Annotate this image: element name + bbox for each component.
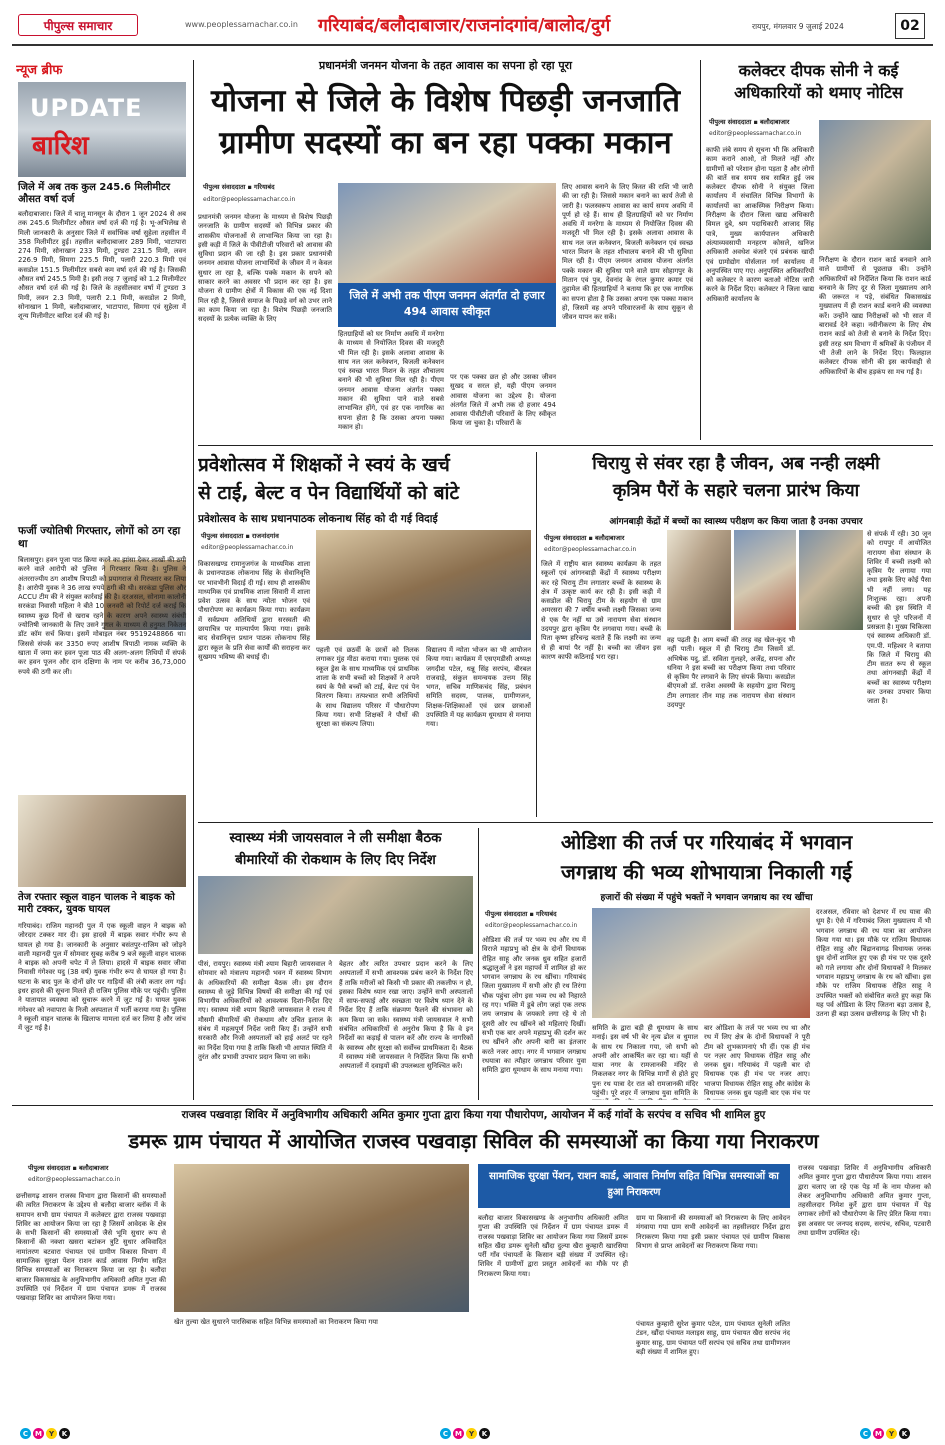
story-collector-notice xyxy=(706,60,931,440)
brief-body-2: बिलासपुर। हवन पूजा पाठ क्रिया करने का झांसा देकर लाखों की ठगी करने वाले आरोपी को पुलिस ने गिरफ्तार किया है। पुलिस ने अंतरराज्यीय ठग आशीष त्रिपाठी को प्रयागराज से गिरफ्तार कर लिया है। आरोपी युवक ने 36 लाख रुपये ठगी की थी। सरकंडा पुलिस और ACCU टीम की ने संयुक्त कार्रवाई की है। दरअसल, सोनामा कालोनी सरकंडा निवासी महिला ने बीते 10 जनवरी को रिपोर्ट दर्ज कराई कि स्वास्थ्य कुछ दिनों से खराब रहने के कारण अपने स्वास्थ्य संबंधी ज्योतिषी जानकारी के लिए उसने गुगल के माध्यम से हनुमत निकेतन डॉट कॉम सर्च किया। इसमें मोबाइल नंबर 9519248866 था। जिससे संपर्क कर 3350 रुपए आशीष त्रिपाठी नामक व्यक्ति के खाता में जमा कर हवन पूजा पाठ की अलग-अलग तिथियों में संपर्क कर हवन पूजन और दान दक्षिणा के नाम पर करीब 36,73,000 रुपये की ठगी कर ली। xyxy=(18,556,187,676)
story1-email[interactable]: editor@peoplessamachar.co.in xyxy=(203,196,296,203)
story4-photo-1 xyxy=(667,530,731,630)
story5-col2: बेहतर और त्वरित उपचार प्रदान करने के लिए अस्पतालों में सभी आवश्यक प्रबंध करने के निर्देश दिए हैं ताकि मरीजों को किसी भी प्रकार की तकलीफ न हो, इसका विशेष ध्यान रखा जाए। उन्होंने सभी अस्पतालों में साफ-सफाई और स्वच्छता पर विशेष ध्यान देने के निर्देश दिए हैं ताकि संक्रमण फैलने की संभावना को कम किया जा सके। स्वास्थ्य मंत्री जायसवाल ने सभी संबंधित अधिकारियों से अनुरोध किया है कि वे इन निर्देशों का कड़ाई से पालन करें और राज्य के नागरिकों के स्वास्थ्य और सुरक्षा को सर्वोच्च प्राथमिकता दें। बैठक में स्वास्थ्य मंत्री जायसवाल ने निर्देशित किया कि सभी अस्पतालों में दवाइयों की उपलब्धता सुनिश्चित करें। xyxy=(339,960,473,1071)
story4-email[interactable]: editor@peoplessamachar.co.in xyxy=(544,546,637,553)
story3-headline-line2: से टाई, बेल्ट व पेन विद्यार्थियों को बांटे xyxy=(198,482,460,504)
story3-subhead: प्रवेशोत्सव के साथ प्रधानपाठक लोकनाथ सिंह को दी गई विदाई xyxy=(198,513,438,525)
story-revenue-camp xyxy=(16,1108,931,1423)
news-brief-label: न्यूज ब्रीफ xyxy=(16,63,63,78)
story2-byline: पीपुल्स संवाददाता ▪ बलौदाबाजार xyxy=(709,118,790,126)
story5-col1: पीसं, रायपुर। स्वास्थ्य मंत्री श्याम बिहारी जायसवाल ने सोमवार को मंत्रालय महानदी भवन में स्वास्थ्य विभाग के अधिकारियों की समीक्षा बैठक ली। इस दौरान स्वास्थ्य से जुड़े विभिन्न विषयों की समीक्षा की गई एवं विभागीय अधिकारियों को आवश्यक दिशा-निर्देश दिए गए। स्वास्थ्य मंत्री श्याम बिहारी जायसवाल ने राज्य में मौसमी बीमारियों की रोकथाम और उचित इलाज के संबंध में महत्वपूर्ण निर्देश जारी किए हैं। उन्होंने सभी सरकारी और निजी अस्पतालों को हाई अलर्ट पर रहने का निर्देश दिया गया है ताकि किसी भी आपात स्थिति में तुरंत और प्रभावी उपचार प्रदान किया जा सके। xyxy=(198,960,332,1061)
story1-headline-line1: योजना से जिले के विशेष पिछड़ी जनजाति xyxy=(211,83,680,119)
page-number: 02 xyxy=(895,13,925,39)
news-brief-column xyxy=(16,60,188,1100)
story3-col3: विद्यालय में न्योता भोजन का भी आयोजन किया गया। कार्यक्रम में एसएमडीसी अध्यक्ष जगदीश पटेल, धन्नू सिंह सरपंच, बीरबल राजवाड़े, संकुल समन्वयक उत्तम सिंह भगत, सचिव माणिकचंद सिंह, प्रबंधन समिति सदस्य, पालक, ग्रामीणजन, शिक्षक-शिक्षिकाओं एवं छात्र छात्राओं उपस्थिति में यह कार्यक्रम धूमधाम से मनाया गया। xyxy=(426,646,531,729)
issue-date: रायपुर, मंगलवार 9 जुलाई 2024 xyxy=(752,22,844,31)
story3-byline: पीपुल्स संवाददाता ▪ राजनांदगांव xyxy=(201,532,279,540)
story1-headline-line2: ग्रामीण सदस्यों का बन रहा पक्का मकान xyxy=(219,125,672,161)
story6-headline-line1: ओडिशा की तर्ज पर गरियाबंद में भगवान xyxy=(560,830,853,854)
story4-subhead: आंगनबाड़ी केंद्रों में बच्चों का स्वास्थ्य परीक्षण कर किया जाता है उनका उपचार xyxy=(609,517,863,527)
brief-headline-2: फर्जी ज्योतिषी गिरफ्तार, लोगों को ठग रहा था xyxy=(18,525,181,550)
story3-email[interactable]: editor@peoplessamachar.co.in xyxy=(201,544,294,551)
story3-headline-line1: प्रवेशोत्सव में शिक्षकों ने स्वयं के खर्च xyxy=(198,454,450,476)
story4-headline-line1: चिरायु से संवर रहा है जीवन, अब नन्ही लक्ष्मी xyxy=(592,454,880,474)
brief-body-1: बलौदाबाजार। जिले में चालू मानसून के दौरान 1 जून 2024 से अब तक 245.6 मिलीमीटर औसत वर्षा दर्ज की गई है। भू-अभिलेख से मिली जानकारी के अनुसार जिले में सर्वाधिक वर्षा सुहेला तहसील में 358 मिलीमीटर हुई। तहसील बलौदाबाजार 289 मिमी, भाटापारा 274 मिमी, सोनाखान 233 मिमी, टुण्डरा 231.5 मिमी, लवन 226.9 मिमी, सिमगा 225.5 मिमी, पलारी 220.3 मिमी एवं कसडोल 151.5 मिलीमीटर सबसे कम वर्षा दर्ज की गई है। जिसकी औसत वर्षा 245.5 मिमी है। इसी तरह 7 जुलाई को 1.2 मिलीमीटर औसत वर्षा दर्ज की गई है। जिले के तहसीलवार वर्षा में टुण्डरा 3 मिमी, लवन 2.3 मिमी, पलारी 2.1 मिमी, कसडोल 2 मिमी, सोनाखान 1 मिमी, बलौदाबाजार, भाटापारा, सिमगा एवं सुहेला में शून्य मिलीमीटर बारिश दर्ज की गई है। xyxy=(18,210,186,321)
story5-meeting-photo xyxy=(198,876,473,954)
story1-caption-body: हितग्राहियों को घर निर्माण अवधि में मनरेगा के माध्यम से नियोजित दिवस की मजदूरी भी मिल रही है। इसके अलावा आवास के साथ नल जल कनेक्शन, बिजली कनेक्शन एवं स्वच्छ भारत मिशन के तहत शौचालय बनाने की भी सुविधा मिल रही है। पीएम जनमन आवास योजना अंतर्गत पक्का मकान की सुविधा पाने वाले सबसे लाभान्वित होंगे, एवं हर एक नागरिक का सपना होता है कि उसका अपना पक्का मकान हो। xyxy=(338,330,444,431)
story3-students-photo xyxy=(316,530,531,640)
story7-camp-photo xyxy=(174,1164,469,1312)
story7-col3: ग्राम या किसानों की समस्याओं को निराकरण के लिए आवेदन मंगवाया गया ग्राम सभी आवेदनों का तहसीलदार निर्देश द्वारा निराकरण किया गया इसी प्रकार पंचायत एवं ग्रामीण विकास विभाग से प्राप्त आवेदनों का निराकरण किया गया। xyxy=(636,1214,790,1250)
story6-col2: समिति के द्वारा बड़ी ही धूमधाम के साथ मनाई। इस वर्ष भी बेर नृत्य ढोल व धुमाल के साथ रथ निकाला गया, जो सभी को अपनी ओर आकर्षित कर रहा था। यहीं से यात्रा नगर के रामजानकी मंदिर से निकलकर नगर के विभिन्न मार्गों से होते हुए पुनः रथ यात्रा देर रात को रामजानकी मंदिर पहुंची। पूरे शहर में जगन्नाथ युवा समिति के xyxy=(592,1024,698,1098)
story6-byline: पीपुल्स संवाददाता ▪ गरियाबंद xyxy=(485,910,557,918)
story7-box-title: सामाजिक सुरक्षा पेंशन, राशन कार्ड, आवास निर्माण सहित विभिन्न समस्याओं का हुआ निराकरण xyxy=(478,1164,790,1208)
story6-col4: दरअसल, रविवार को देशभर में रथ यात्रा की धूम है। ऐसे में गरियाबंद जिला मुख्यालय में भी भगवान जगन्नाथ की रथ यात्रा का आयोजन किया गया था। इस मौके पर राजिम विधायक रोहित साहू और बिंद्रानवागढ़ विधायक जनक ध्रुव दोनों शामिल हुए एक ही मंच पर एक दूसरे को गले लगाया और दोनों विधायकों ने मिलकर भगवान महाप्रभु जगन्नाथ के रथ को खींचा। इस मौके पर राजिम विधायक रोहित साहू ने उपस्थित भक्तों को संबोधित करते हुए कहा कि यह पर्व ओडिशा के लिए जितना बड़ा उत्सव है, उतना ही बड़ा उत्सव छत्तीसगढ़ के लिए भी है। xyxy=(816,908,931,1019)
story6-yatra-photo xyxy=(592,908,810,1018)
story4-col3: से संपर्क में रही। 30 जून को रायपुर में आयोजित नारायण सेवा संस्थान के शिविर में बच्ची लक्ष्मी को कृत्रिम पैर लगाया गया तथा इसके लिए कोई पैसा भी नहीं लगा। यह निःशुल्क रहा। अपनी बच्ची की इस स्थिति में सुधार से पूरे परिजनों में प्रसन्नता है। मुख्य चिकित्सा एवं स्वास्थ्य अधिकारी डॉ. एम.पी. महिश्वर ने बताया कि जिले में चिरायु की टीम सतत रूप से स्कूल तथा आंगनबाड़ी केंद्रों में बच्चों का स्वास्थ्य परीक्षण कर उनका उपचार किया जाता है। xyxy=(867,530,931,706)
story6-email[interactable]: editor@peoplessamachar.co.in xyxy=(485,922,578,929)
story2-col1: काफी लंबे समय से सूचना भी कि अधिकारी काम कराने आओ, तो मिलते नहीं और ग्रामीणों को परेशान होना पड़ता है और लोगों की बातें सब समय सब साबित हुई जब कलेक्टर दीपक सोनी ने संयुक्त जिला कार्यालय में संचालित विभिन्न विभागों के कार्यालयों का आकस्मिक निरीक्षण किया। निरीक्षण के दौरान जिला खाद्य अधिकारी विमल दुबे, श्रम पदाधिकारी आजाद सिंह पात्रे, मुख्य कार्यपालन अधिकारी अंत्याव्यवसायी मनहरण कोसले, खनिज अधिकारी अवधेश बंजारे एवं प्रबंधक खादी एवं ग्रामोद्योग योर्सलाल गर्ग कार्यालय में अनुपस्थित पाए गए। अनुपस्थित अधिकारियों को कलेक्टर ने कारण बताओ नोटिस जारी करने के निर्देश दिए। कलेक्टर ने जिला खाद्य अधिकारी कार्यालय के xyxy=(706,146,814,303)
story-praveshotsav xyxy=(198,452,531,817)
story1-col-mid: पर एक पक्का छत हो और उसका जीवन सुखद व सरल हो, यही पीएम जनमन आवास योजना का उद्देश्य है। योजना अंतर्गत जिले में अभी तक दो हजार 494 आवास पीवीटीजी परिवारों के लिए स्वीकृत किया जा चुका है। परिवारों के xyxy=(450,373,556,428)
story7-col4: पंचायत कुम्हारी सुरेश कुमार पटेल, ग्राम पंचायत सुनेली ललित टंडन, खौंदा पंचायत मलाइस साहू, ग्राम पंचायत खैरा सरपंच नंद कुमार साहू, ग्राम पंचायत पर्री सरपंच एवं सचिव तथा ग्रामीणजन बड़ी संख्या में शामिल हुए। xyxy=(636,1320,790,1356)
accident-photo xyxy=(18,795,186,887)
masthead xyxy=(0,0,945,46)
story5-headline-line1: स्वास्थ्य मंत्री जायसवाल ने ली समीक्षा बैठक xyxy=(229,830,442,846)
story7-col1: छत्तीसगढ़ शासन राजस्व विभाग द्वारा किसानों की समस्याओं की त्वरित निराकरण के उद्देश्य से बलौदा बाजार ब्लॉक में के समापन सभी ग्राम पंचायत में कलेक्टर द्वारा राजस्व पखवाड़ा शिविर का आयोजन किया जा रहा है जिसमें आवेदक के क्षेत्र के सभी किसानों की समस्याओं जैसे भूमि सुधार रूप से किसानों की नक्शा खसरा बटांकन त्रुटि सुधार अविवादित नामांतरण बटवारा पंचायत एवं ग्रामीण विकास विभाग में सामाजिक सुरक्षा पेंशन राशन कार्ड आवास निर्माण सहित विभिन्न समस्याओं का निराकरण किया जा रहा है। बलौदा बाजार विकासखंड के अनुविभागीय अधिकारी अमित गुप्ता की उपस्थिति एवं निर्देशन में ग्राम पंचायत डमरू में राजस्व पखवाड़ा शिविर का आयोजन किया गया। xyxy=(16,1192,166,1303)
brief-headline-1: जिले में अब तक कुल 245.6 मिलीमीटर औसत वर्षा दर्ज xyxy=(18,182,171,205)
story-chirayu xyxy=(541,452,931,817)
update-title: UPDATE xyxy=(30,94,143,122)
story-health-minister xyxy=(198,828,473,1100)
story6-headline-line2: जगन्नाथ की भव्य शोभायात्रा निकाली गई xyxy=(561,860,852,884)
story7-email[interactable]: editor@peoplessamachar.co.in xyxy=(28,1176,121,1183)
story2-headline: कलेक्टर दीपक सोनी ने कई अधिकारियों को थमाए नोटिस xyxy=(734,61,903,102)
story3-col1: विकासखण्ड रामानुजगंज के माध्यमिक शाला के प्रधानपाठक लोकनाथ सिंह के सेवानिवृत्ति पर भावभीनी विदाई दी गई। साथ ही शासकीय माध्यमिक एवं प्राथमिक शाला सिवारी में शाला प्रवेश उत्सव के साथ न्योता भोजन एवं पौधारोपण का कार्यक्रम किया गया। कार्यक्रम में सर्वप्रथम अतिथियों द्वारा सरस्वती की छायाचित्र पर माल्यार्पण किया गया। इसके बाद सेवानिवृत्त प्रधान पाठक लोकनाथ सिंह द्वारा स्कूल के प्रति सेवा कार्यों की सराहना कर सुखमय भविष्य की बधाई दी। xyxy=(198,560,310,661)
story4-headline-line2: कृत्रिम पैरों के सहारे चलना प्रारंभ किया xyxy=(612,481,860,501)
story-rath-yatra xyxy=(482,828,931,1100)
story7-kicker: राजस्व पखवाड़ा शिविर में अनुविभागीय अधिकारी अमित कुमार गुप्ता द्वारा किया गया पौधारोपण, आयोजन में कई गांवों के सरपंच व सचिव भी शामिल हुए xyxy=(181,1109,766,1121)
story4-byline: पीपुल्स संवाददाता ▪ बलौदाबाजार xyxy=(544,534,625,542)
story2-email[interactable]: editor@peoplessamachar.co.in xyxy=(709,130,802,137)
story1-col1: प्रधानमंत्री जनमन योजना के माध्यम से विशेष पिछड़ी जनजाति के ग्रामीण सदस्यों को विभिन्न प्रकार की शासकीय योजनाओं से लाभान्वित किया जा रहा है। इसी कड़ी में जिले के पीवीटीजी परिवारों को आवास की सुविधा प्रदान की जा रही है। इस प्रकार प्रधानमंत्री जनमन आवास योजना लाभार्थियों के जीवन में न केवल सुधार ला रहा है, बल्कि पक्के मकान के सपने को साकार करने का अवसर भी प्रदान कर रहा है। इस योजना से ग्रामीण क्षेत्रों में विकास की एक नई दिशा मिल रही है, जिससे समाज के पिछड़े वर्ग को उभर लाने का काम किया जा रहा है। विशेष पिछड़ी जनजाति सदस्यों के प्रत्येक व्यक्ति के लिए xyxy=(198,213,332,324)
cmyk-registration-center: C M Y K xyxy=(440,1428,490,1439)
story6-col1: ओडिशा की तर्ज पर भव्य रथ और रथ में विराजे महाप्रभु को क्षेत्र के दोनों विधायक रोहित साहू और जनक ध्रुव सहित हजारों श्रद्धालुओं ने इस महापर्व में शामिल हो कर भगवान जगन्नाथ के रथ खींचा। गरियाबंद जिला मुख्यालय में सभी ओर ही रथ तिरंगा चौक पहुंचा लोग इस भव्य रथ को निहारते रह गए। भक्ति में डूबे लोग जहां एक तरफ जय जगन्नाथ के जयकारे लगा रहे थे तो दूसरी ओर रथ खींचने को महिलाएं दिखीं। सभी एक बार अपने महाप्रभु की दर्शन कर रथ खींचने और अपनी बारी का इंतजार करते नजर आए। नगर में भगवान जगन्नाथ रथयात्रा का त्यौहार जगन्नाथ परिवार युवा समिति द्वारा धूमधाम के साथ मनाया गया। xyxy=(482,936,586,1075)
story1-col3: लिए आवास बनाने के लिए किस्त की राशि भी जारी की जा रही है। जिससे मकान बनाने का कार्य तेजी से जारी है। फलस्वरूप आवास का कार्य समय अवधि में पूर्ण हो रहे हैं। साथ ही हितग्राहियों को घर निर्माण अवधि में मनरेगा के माध्यम से नियोजित दिवस की मजदूरी भी मिल रही है। इसके अलावा आवास के साथ नल जल कनेक्शन, बिजली कनेक्शन एवं स्वच्छ भारत मिशन के तहत शौचालय बनाने की भी सुविधा मिल रही है। पीएम जनमन आवास योजना अंतर्गत पक्के मकान की सुविधा पाने वाले ग्राम सोहागपुर के मितान एवं पुत्र, देवनांद के रंगल कुमार कमार एवं तुहामेल की हितग्राहियों ने बताया कि हर एक नागरिक का सपना होता है कि उसका अपना एक पक्का मकान हो, जिसमें वह अपने परिवारजनों के साथ सुकून से जीवन यापन कर सकें। xyxy=(562,183,693,322)
logo: पीपुल्स समाचार xyxy=(18,14,138,36)
story6-col3: बार ओडिशा के तर्ज पर भव्य रथ था और रथ में लिए क्षेत्र के दोनों विधायकों ने पूरी टीम को शुभकामनाएं भी दीं। एक ही मंच पर नज़र आए विधायक रोहित साहू और जनक ध्रुव। गरियाबंद में पहली बार दो विधायक एक ही मंच पर नजर आए। भाजपा विधायक रोहित साहू और कांग्रेस के विधायक जनक ध्रुव पहली बार एक मंच पर xyxy=(704,1024,810,1098)
story4-col1: जिले में राष्ट्रीय बाल स्वास्थ्य कार्यक्रम के तहत स्कूलों एवं आंगनबाड़ी केंद्रों में स्वास्थ्य परीक्षण कर रहे चिरायु टीम लगातार बच्चों के स्वास्थ्य के क्षेत्र में उत्कृष्ट कार्य कर रही है। इसी कड़ी में कसडोल की चिरायु टीम के सहयोग से ग्राम अमरसरा की 7 वर्षीय बच्ची लक्ष्मी जिसका जन्म से एक पैर नहीं था उसे नारायण सेवा संस्थान उदयपुर द्वारा कृत्रिम पैर लगवाया गया। बच्ची के पिता कृष्ण हरिचन्द्र बताते हैं कि लक्ष्मी का जन्म से ही बायां पैर नहीं है। बच्ची का जीवन इस कारण काफी कठिनाई भरा रहा। xyxy=(541,560,661,661)
story1-house-photo xyxy=(338,183,556,283)
rain-title: बारिश xyxy=(32,131,89,161)
story3-col2: पहली एवं छठवीं के छात्रों को तिलक लगाकर मुंह मीठा कराया गया। पुस्तक एवं स्कूल ड्रेस के साथ माध्यमिक एवं प्राथमिक शाला के सभी बच्चों को शिक्षकों ने अपने स्वयं के पैसे बच्चों को टाई, बेल्ट एवं पेन वितरण किया। तत्पश्चात सभी अतिथियों के साथ विद्यालय परिसर में पौधारोपण किया गया। सभी शिक्षकों ने पौधों की सुरक्षा का संकल्प लिया। xyxy=(316,646,419,729)
story1-kicker: प्रधानमंत्री जनमन योजना के तहत आवास का सपना हो रहा पूरा xyxy=(319,59,572,72)
story7-photo-caption: खेत तुल्या खेत सुधारने पारसिबाक सहित विभिन्न समस्याओं का निराकरण किया गया xyxy=(174,1318,378,1326)
story-pm-janman xyxy=(198,55,693,445)
story1-byline: पीपुल्स संवाददाता ▪ गरियाबंद xyxy=(203,183,275,191)
story2-photo xyxy=(819,120,931,250)
story1-caption-box: जिले में अभी तक पीएम जनमन अंतर्गत दो हजार 494 आवास स्वीकृत xyxy=(338,283,556,327)
story7-col2: बलौदा बाजार विकासखण्ड के अनुभागीय अधिकारी अमित गुप्ता की उपस्थिति एवं निर्देशन में ग्राम पंचायत डमरू में राजस्व पखवाड़ा शिविर का आयोजन किया गया जिसमें डमरू सहित खैंदा डमरू सुनेली खौंदा दुल्या खैरा कुम्हारी खारसिया पर्री गाँव पंचायतों के किसान बड़ी संख्या में उपस्थित रहे। शिविर में ग्रामीणों द्वारा प्रस्तुत आवेदनों का मौके पर ही निराकरण किया गया। xyxy=(478,1214,628,1278)
edition-cities: गरियाबंद/बलौदाबाजार/राजनांदगांव/बालोद/दुर्ग xyxy=(318,16,611,36)
story2-col2: निरीक्षण के दौरान राशन कार्ड बनवाने आने वाले ग्रामीणों से पूछताछ की। उन्होंने अधिकारियों को निर्देशित किया कि राशन कार्ड बनवाने के लिए दूर से जिला मुख्यालय आने की जरूरत न पड़े, संबंधित विकासखंड मुख्यालय में ही राशन कार्ड बनाने की व्यवस्था करें। उन्होंने खाद्य निरीक्षकों को भी साल में बारावर्ड देने कहा। नवीनीकरण के लिए शेष राशन कार्ड को तेजी से बनाने के निर्देश दिए। इसी तरह श्रम विभाग में श्रमिकों के पंजीयन में भी तेजी लाने के निर्देश दिए। फिलहाल कलेक्टर दीपक सोनी की इस कार्यवाही से अधिकारियों के बीच हड़कंप सा मच गई है। xyxy=(819,256,931,376)
story6-subhead: हजारों की संख्या में पहुंचे भक्तों ने भगवान जगन्नाथ का रथ खींचा xyxy=(600,893,813,903)
story7-col5: राजस्व पखवाड़ा शिविर में अनुविभागीय अधिकारी अमित कुमार गुप्ता द्वारा पौधारोपण किया गया। शासन द्वारा चलाए जा रहे एक पेड़ माँ के नाम योजना को लेकर अनुविभागीय अधिकारी अमित कुमार गुप्ता, तहसीलदार निमेश कुर्रे द्वारा ग्राम पंचायत में पेड़ लगाकर लोगों को पौधारोपण के लिए प्रेरित किया गया। इस अवसर पर जनपद सदस्य, सरपंच, सचिव, पटवारी तथा ग्रामीण उपस्थित रहे। xyxy=(798,1164,931,1238)
cmyk-registration-right: C M Y K xyxy=(860,1428,910,1439)
brief-body-3: गरियाबंद। राजिम महानदी पुल में एक स्कूली वाहन ने बाइक को जोरदार टक्कर मार दी। इस हादसे में बाइक सवार गंभीर रूप से घायल हो गया है। जानकारी के अनुसार बसंतपुर-राजिम को जोड़ने वाली महानदी पुल में सोमवार सुबह करीब 9 बजे स्कूली वाहन चालक ने बाइक को अपनी चपेट में ले लिया। हादसे में बाइक सवार जीवा निवासी गंगेश्वर यदु (38 वर्ष) युवक गंभीर रूप से घायल हो गया है। घटना के बाद पुल के दोनों छोर पर गाड़ियों की लंबी कतार लग गई। इधर हादसे की सूचना मिलते ही राजिम पुलिस मौके पर पहुंची। पुलिस ने यातायात व्यवस्था को सुचारू करने में जुट गई है। घायल युवक गंगेश्वर को नवापारा के निजी अस्पताल में भर्ती कराया गया है। पुलिस ने स्कूली वाहन चालक के खिलाफ मामला दर्ज कर लिया है और जांच में जुट गई है। xyxy=(18,922,186,1033)
story4-photo-2 xyxy=(734,530,796,630)
website[interactable]: www.peoplessamachar.co.in xyxy=(185,20,298,29)
story5-headline-line2: बीमारियों की रोकथाम के लिए दिए निर्देश xyxy=(235,852,436,868)
weather-update-image xyxy=(18,82,186,177)
story7-byline: पीपुल्स संवाददाता ▪ बलौदाबाजार xyxy=(28,1164,109,1172)
story7-headline: डमरू ग्राम पंचायत में आयोजित राजस्व पखवाड़ा सिविल की समस्याओं का किया गया निराकरण xyxy=(128,1129,819,1153)
cmyk-registration-left: C M Y K xyxy=(20,1428,70,1439)
story4-col2: वह पढ़ती है। आम बच्चों की तरह वह खेल-कूद भी नहीं पाती। स्कूल में ही चिरायु टीम जिसमें डॉ. अभिषेक यदु, डॉ. सविता गुलहरे, अजेंद्र, सपना और धनिया ने इस बच्ची का परीक्षण किया तथा परिवार से कृत्रिम पैर लगवाने के लिए संपर्क किया। कसडोल बीएमओ डॉ. राजेश अवस्थी के सहयोग द्वारा चिरायु टीम लगातार तीन माह तक नारायण सेवा संस्थान उदयपुर xyxy=(667,636,795,710)
brief-headline-3: तेज रफ्तार स्कूल वाहन चालक ने बाइक को मारी टक्कर, युवक घायल xyxy=(18,892,175,915)
